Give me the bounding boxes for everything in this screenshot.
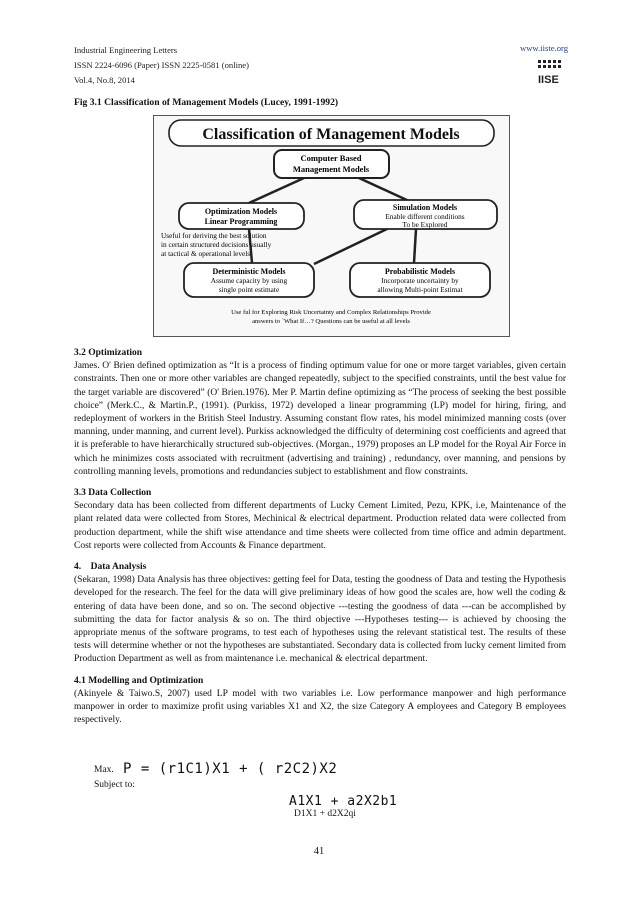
journal-url-link[interactable]: www.iiste.org xyxy=(520,43,568,53)
det-line3: single point estimate xyxy=(218,285,280,294)
formula-constraint-2: D1X1 + d2X2qi xyxy=(294,809,356,819)
prob-line2: Incorporate uncertainty by xyxy=(381,276,459,285)
opt-title1: Optimization Models xyxy=(204,207,278,216)
prob-line3: allowing Multi-point Estimat xyxy=(377,285,463,294)
section-3-3-body: Secondary data has been collected from different departments of Lucky Cement Limited, Pezu, KPK, i.e, Maintenance of the plant related data were collected from Stores, Mechinical & electrical department. Production related data were collected from production department, while the shift wise attendance and time sheets were collected from time office and admin department. Cost reports were collected from Accounts & Finance department. xyxy=(74,501,566,551)
sim-line3: To be Explored xyxy=(402,220,448,229)
section-3-3-heading: 3.3 Data Collection xyxy=(74,488,152,499)
formula-objective: P = (r1C1)X1 + ( r2C2)X2 xyxy=(123,761,338,777)
section-4-title: Data Analysis xyxy=(90,562,147,573)
journal-issn: ISSN 2224-6096 (Paper) ISSN 2225-0581 (online) xyxy=(74,60,249,70)
section-4-heading xyxy=(74,561,566,574)
root-line1: Computer Based xyxy=(300,153,362,163)
root-line2: Management Models xyxy=(292,164,370,174)
paper-body xyxy=(74,347,566,727)
formula-max-label: Max. xyxy=(94,765,114,775)
section-4-number: 4. xyxy=(74,562,82,573)
figure-caption: Fig 3.1 Classification of Management Models (Lucey, 1991-1992) xyxy=(74,97,339,108)
connector-sim-det xyxy=(314,228,389,264)
section-3-2-body: James. O' Brien defined optimization as “It is a process of finding optimum value for one or more target variables, given certain constraints. Then one or more other variables are changed repeatedly, subject to the specified constraints, until the best value for the target variable are discovered” (O' Brien.1976). Mer P. Martin define optimizing as “The process of seeking the best possible choice” (Merk.C., & Martin.P., (1991). (Purkiss, 1972) developed a linear programming (LP) model for hiring, firing, and redeployment of workers in the British Steel Industry. Assuming constant flow rates, his model minimized manning costs (over manning, under manning, and current level). Purkiss acknowledged the difficulty of determining cost coefficients and agreed that it is preferable to have hierarchically structured sub-objectives. (Morgan., 1979) proposes an LP model for the Royal Air Force in which he minimizes costs associated with recruitment (advertising and training) , redundancy, over manning, and pensions by controlling manning levels, promotions and redundancies subject to establishment and flow constraints. xyxy=(74,361,566,477)
connector-root-opt xyxy=(249,178,304,203)
iiste-logo xyxy=(535,58,569,86)
classification-figure xyxy=(153,115,510,337)
formula-constraint-1: A1X1 + a2X2b1 xyxy=(289,794,398,809)
det-line2: Assume capacity by using xyxy=(210,276,288,285)
opt-desc3: at tactical & operational levels xyxy=(161,249,251,258)
connector-root-sim xyxy=(359,178,409,201)
section-3-2-heading: 3.2 Optimization xyxy=(74,348,143,358)
opt-title2: Linear Programming xyxy=(204,217,278,226)
sim-title: Simulation Models xyxy=(392,203,458,212)
journal-header xyxy=(74,43,249,88)
connector-sim-prob xyxy=(414,229,416,263)
figure-title: Classification of Management Models xyxy=(202,126,460,143)
section-4-1-heading: 4.1 Modelling and Optimization xyxy=(74,675,204,686)
formula-subject-to: Subject to: xyxy=(94,780,135,790)
det-title: Deterministic Models xyxy=(212,267,286,276)
journal-name: Industrial Engineering Letters xyxy=(74,45,178,55)
section-4-body: (Sekaran, 1998) Data Analysis has three objectives: getting feel for Data, testing the goodness of Data and testing the Hypothesis developed for the research. The feel for the data will give preliminary ideas of how good the scales are, how well the coding & entering of data have been done, and so on. The second objective ---testing the goodness of data ---can be accomplished by submitting the data for factor analysis & so on. The third objective ---Hypotheses testing--- is achieved by choosing the appropriate menus of the software programs, to test each of hypotheses using the relevant statistical test. The results of these tests will determine whether or not the hypotheses are substantiated. Secondary data is collected from lucky cement limited from Production Department as well as from maintenance i.e. mechanical & electrical department. xyxy=(74,575,566,665)
journal-volume: Vol.4, No.8, 2014 xyxy=(74,75,135,85)
opt-desc1: Useful for deriving the best solution xyxy=(161,231,267,240)
svg-text:IISE: IISE xyxy=(538,74,559,86)
sim-line2: Enable different conditions xyxy=(385,212,465,221)
figure-footer2: answers to `What If…? Questions can be useful at all levels xyxy=(252,318,410,325)
figure-footer1: Use ful for Exploring Risk Uncertainty and Complex Relationships Provide xyxy=(231,309,431,316)
opt-desc2: in certain structured decisions usually xyxy=(161,240,272,249)
page-number: 41 xyxy=(313,846,325,857)
prob-title: Probabilistic Models xyxy=(384,267,456,276)
section-4-1-body: (Akinyele & Taiwo.S, 2007) used LP model with two variables i.e. Low performance manpower and high performance manpower in order to maximize profit using variables X1 and X2, the size Category A employees and Category B employees respectively. xyxy=(74,688,566,726)
